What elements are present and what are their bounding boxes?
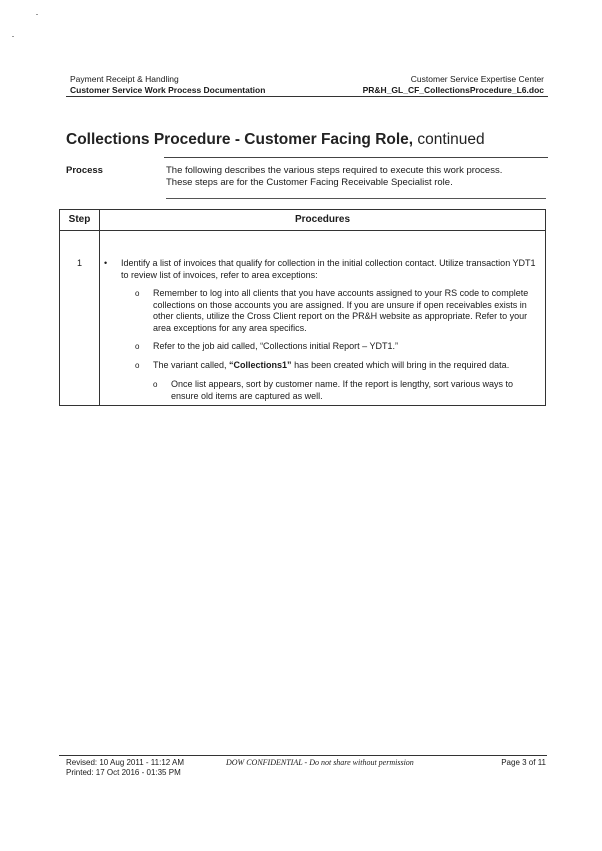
section-divider [166,198,546,199]
header-divider [66,96,548,97]
sub-sub-bullet-text: Once list appears, sort by customer name. If the report is lengthy, sort various ways to ensure old items are captured as well. [171,379,513,401]
bullet-icon: • [104,258,108,268]
circle-bullet-icon: o [153,380,158,389]
title-divider [164,157,548,158]
header-filename: PR&H_GL_CF_CollectionsProcedure_L6.doc [362,84,544,95]
printed-date: Printed: 17 Oct 2016 - 01:35 PM [66,768,181,777]
sub-bullet-text: Refer to the job aid called, “Collections initial Report – YDT1.” [153,341,398,351]
scan-speck [36,14,38,15]
table-row [60,231,546,406]
bullet-text: Identify a list of invoices that qualify for collection in the initial collection contact. Utilize transaction YDT1 to review list of invoices, refer to area exceptions: [121,258,536,280]
sub-bullet-text: The variant called, “Collections1” has been created which will bring in the required data. [153,359,510,370]
circle-bullet-icon: o [135,342,140,351]
sub-bullet-text: Remember to log into all clients that you have accounts assigned to your RS code to complete collections on those accounts you are assigned. If you are unsure if open receivables exists in other clients, utilize the Cross Client report on the PR&H website as appropriate. Refer to your area exceptions for any area specifics. [153,288,529,333]
header-doc-type: Customer Service Work Process Documentation [70,84,266,95]
sub-bullet-item [104,360,539,372]
scan-speck [12,36,14,37]
title-continued: continued [413,131,485,148]
page-title [66,131,485,149]
process-description [166,165,546,189]
header-left [70,74,265,95]
header-doc-area: Payment Receipt & Handling [70,74,179,84]
header-center-name: Customer Service Expertise Center [410,74,544,84]
page-number: Page 3 of 11 [501,758,546,767]
circle-bullet-icon: o [135,360,140,370]
confidential-notice: DOW CONFIDENTIAL - Do not share without permission [226,758,414,767]
footer-divider [59,755,547,756]
circle-bullet-icon: o [135,289,140,298]
step-column-header: Step [60,210,100,231]
bullet-item [104,258,539,281]
footer-dates [66,758,184,778]
sub-bullet-item [104,341,539,353]
sub-sub-bullet-item [104,379,539,402]
step-number: 1 [60,231,100,406]
sub-bullet-item [104,288,539,334]
variant-name: “Collections1” [229,359,292,370]
process-line-2: These steps are for the Customer Facing Receivable Specialist role. [166,177,453,188]
header-right [363,74,544,95]
procedures-column-header: Procedures [100,210,546,231]
revised-date: Revised: 10 Aug 2011 - 11:12 AM [66,758,185,767]
process-line-1: The following describes the various steps required to execute this work process. [166,165,503,176]
process-label: Process [66,165,103,176]
title-main: Collections Procedure - Customer Facing Role, [66,131,414,148]
procedure-cell [100,231,546,406]
procedures-table [59,209,546,406]
